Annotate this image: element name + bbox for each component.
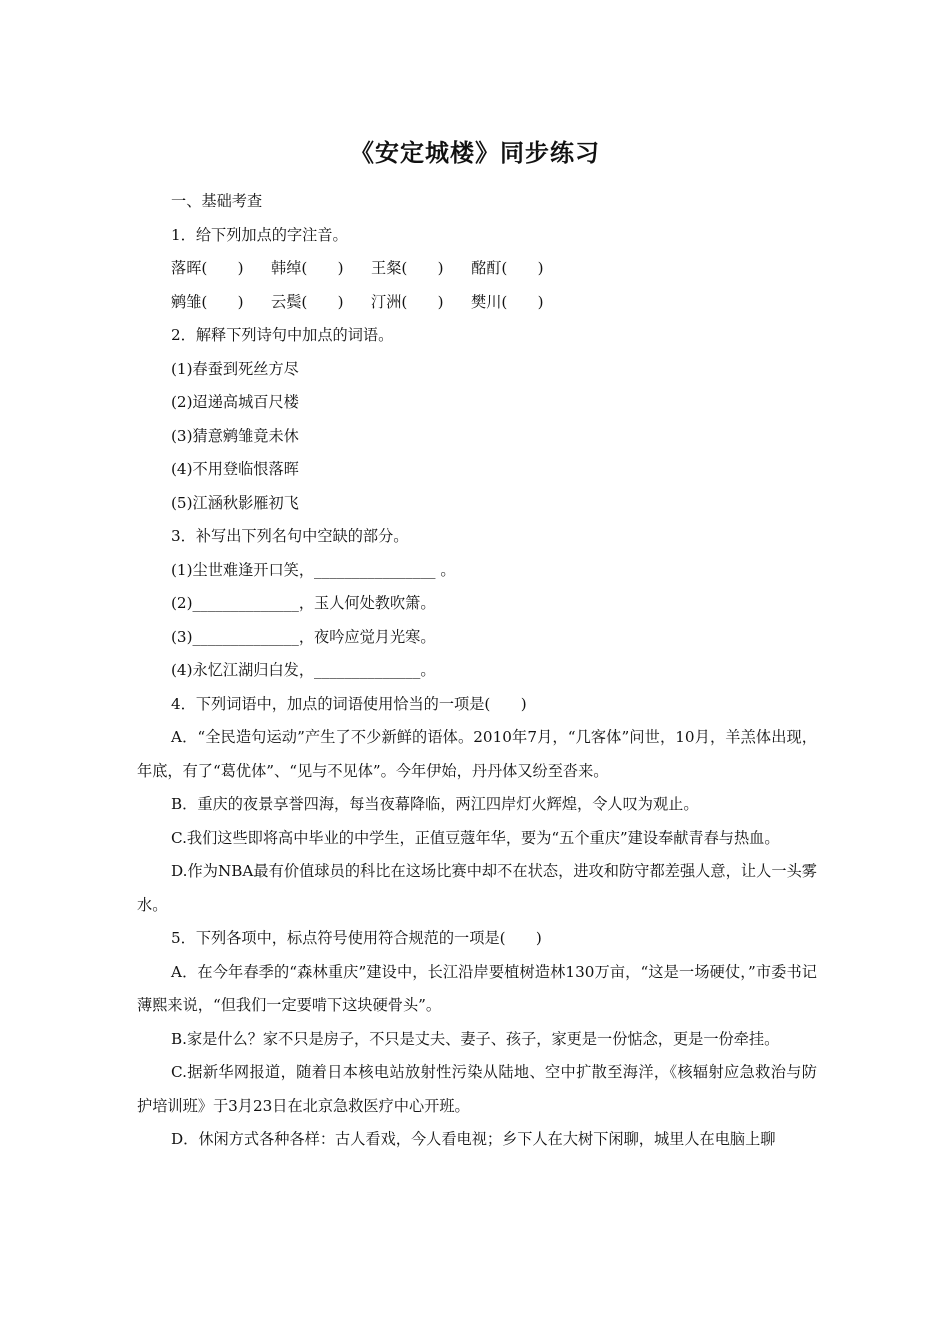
pinyin-item: 落晖( ) (171, 259, 244, 277)
page-title: 《安定城楼》同步练习 (350, 139, 600, 167)
question-1-stem: 1．给下列加点的字注音。 (171, 225, 348, 244)
pinyin-item: 酩酊( ) (471, 259, 544, 277)
question-2-item: (2)迢递高城百尺楼 (171, 393, 299, 411)
question-4-option-b: B．重庆的夜景享誉四海，每当夜幕降临，两江四岸灯火辉煌，令人叹为观止。 (171, 795, 699, 813)
question-5-option-d: D．休闲方式各种各样：古人看戏，今人看电视；乡下人在大树下闲聊，城里人在电脑上聊 (171, 1130, 776, 1148)
question-5-option-c: C.据新华网报道，随着日本核电站放射性污染从陆地、空中扩散至海洋，《核辐射应急救治与防护培训班》于3月23日在北京急救医疗中心开班。 (137, 1063, 817, 1115)
question-3-item: (4)永忆江湖归白发，______________。 (171, 661, 436, 679)
question-3-item: (1)尘世难逢开口笑，________________ 。 (171, 560, 456, 579)
question-2-item: (3)猜意鹓雏竟未休 (171, 426, 299, 445)
pinyin-item: 鹓雏( ) (171, 292, 244, 311)
section-heading: 一、基础考查 (171, 192, 263, 210)
question-5-stem: 5．下列各项中，标点符号使用符合规范的一项是( ) (171, 929, 542, 947)
question-2-item: (4)不用登临恨落晖 (171, 460, 299, 478)
question-3-item: (2)______________，玉人何处教吹箫。 (171, 594, 436, 612)
document-body (137, 185, 817, 1157)
question-3-item: (3)______________，夜吟应觉月光寒。 (171, 627, 436, 646)
pinyin-item: 王粲( ) (371, 259, 444, 277)
question-1-row-1 (137, 252, 817, 286)
question-2-stem: 2．解释下列诗句中加点的词语。 (171, 326, 394, 344)
question-2-item: (5)江涵秋影雁初飞 (171, 493, 299, 512)
question-5-option-a: A．在今年春季的“森林重庆”建设中，长江沿岸要植树造林130万亩，“这是一场硬仗，”市委书记薄熙来说，“但我们一定要啃下这块硬骨头”。 (137, 962, 817, 1014)
question-5-option-b: B.家是什么？家不只是房子，不只是丈夫、妻子、孩子，家更是一份惦念，更是一份牵挂。 (171, 1029, 780, 1048)
question-2-item: (1)春蚕到死丝方尽 (171, 359, 299, 378)
pinyin-item: 汀洲( ) (371, 292, 444, 311)
pinyin-item: 韩绰( ) (271, 259, 344, 277)
pinyin-item: 云鬓( ) (271, 292, 344, 311)
question-4-option-c: C.我们这些即将高中毕业的中学生，正值豆蔻年华，要为“五个重庆”建设奉献青春与热血。 (171, 828, 780, 847)
question-4-option-d: D.作为NBA最有价值球员的科比在这场比赛中却不在状态，进攻和防守都差强人意，让人一头雾水。 (137, 862, 817, 914)
question-1-row-2 (137, 286, 817, 320)
question-3-stem: 3．补写出下列名句中空缺的部分。 (171, 527, 409, 545)
pinyin-item: 樊川( ) (471, 292, 544, 311)
question-4-option-a: A．“全民造句运动”产生了不少新鲜的语体。2010年7月，“几客体”问世，10月，羊羔体出现，年底，有了“葛优体”、“见与不见体”。今年伊始，丹丹体又纷至沓来。 (137, 728, 817, 780)
question-4-stem: 4．下列词语中，加点的词语使用恰当的一项是( ) (171, 694, 527, 713)
